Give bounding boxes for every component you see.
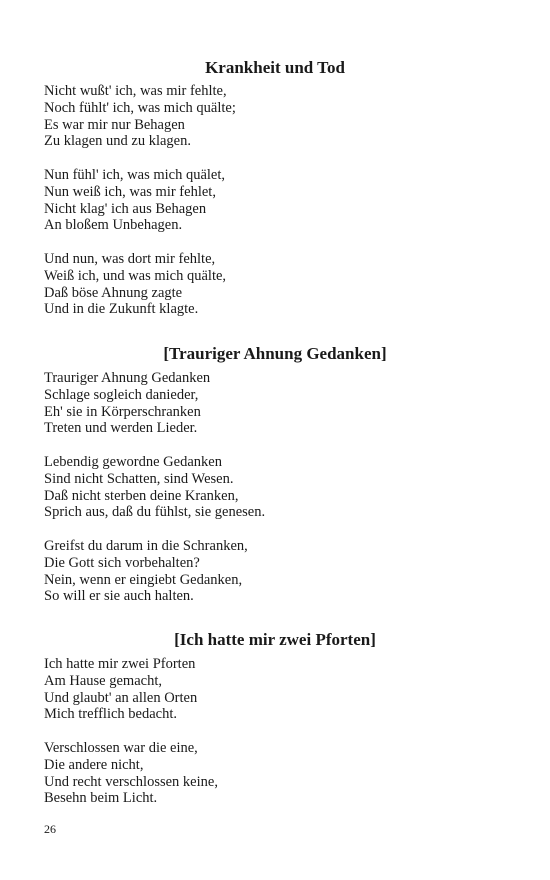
verse-line: Schlage sogleich danieder, bbox=[44, 386, 199, 403]
verse-line: Mich trefflich bedacht. bbox=[44, 706, 177, 723]
verse-line: Nun weiß ich, was mir fehlet, bbox=[44, 183, 216, 200]
verse-line: An bloßem Unbehagen. bbox=[44, 217, 183, 234]
verse-line: Weiß ich, und was mich quälte, bbox=[44, 267, 227, 284]
verse-line: Daß böse Ahnung zagte bbox=[44, 284, 183, 301]
stanza bbox=[44, 370, 504, 437]
verse-line: Nicht klag' ich aus Behagen bbox=[44, 200, 207, 217]
poem-title: Krankheit und Tod bbox=[205, 58, 345, 77]
verse-line: Und glaubt' an allen Orten bbox=[44, 689, 198, 706]
stanza bbox=[44, 538, 504, 605]
verse-line: Trauriger Ahnung Gedanken bbox=[44, 370, 211, 386]
verse-line: Nun fühl' ich, was mich quälet, bbox=[44, 167, 226, 183]
verse-line: Und recht verschlossen keine, bbox=[44, 773, 218, 790]
page-number: 26 bbox=[44, 822, 56, 836]
verse-line: Nicht wußt' ich, was mir fehlte, bbox=[44, 83, 227, 99]
stanza bbox=[44, 454, 504, 521]
poem-title: [Ich hatte mir zwei Pforten] bbox=[174, 630, 376, 649]
verse-line: Und nun, was dort mir fehlte, bbox=[44, 251, 216, 267]
verse-line: Die andere nicht, bbox=[44, 756, 144, 773]
verse-line: Ich hatte mir zwei Pforten bbox=[44, 656, 196, 672]
stanza bbox=[44, 251, 504, 318]
poem-title: [Trauriger Ahnung Gedanken] bbox=[163, 344, 387, 363]
verse-line: Lebendig gewordne Gedanken bbox=[44, 454, 222, 470]
verse-line: So will er sie auch halten. bbox=[44, 588, 194, 605]
stanza bbox=[44, 656, 504, 723]
verse-line: Die Gott sich vorbehalten? bbox=[44, 554, 200, 571]
verse-line: Eh' sie in Körperschranken bbox=[44, 403, 201, 420]
verse-line: Es war mir nur Behagen bbox=[44, 116, 185, 133]
verse-line: Am Hause gemacht, bbox=[44, 672, 162, 689]
verse-line: Noch fühlt' ich, was mich quälte; bbox=[44, 99, 236, 116]
verse-line: Sind nicht Schatten, sind Wesen. bbox=[44, 470, 234, 487]
verse-line: Verschlossen war die eine, bbox=[44, 740, 198, 756]
verse-line: Sprich aus, daß du fühlst, sie genesen. bbox=[44, 504, 266, 521]
verse-line: Treten und werden Lieder. bbox=[44, 420, 198, 437]
verse-line: Nein, wenn er eingiebt Gedanken, bbox=[44, 571, 243, 588]
stanza bbox=[44, 167, 504, 234]
verse-line: Und in die Zukunft klagte. bbox=[44, 301, 199, 318]
stanza bbox=[44, 83, 504, 150]
verse-line: Besehn beim Licht. bbox=[44, 790, 158, 807]
verse-line: Greifst du darum in die Schranken, bbox=[44, 538, 248, 554]
verse-line: Daß nicht sterben deine Kranken, bbox=[44, 487, 239, 504]
stanza bbox=[44, 740, 504, 807]
verse-line: Zu klagen und zu klagen. bbox=[44, 133, 191, 150]
